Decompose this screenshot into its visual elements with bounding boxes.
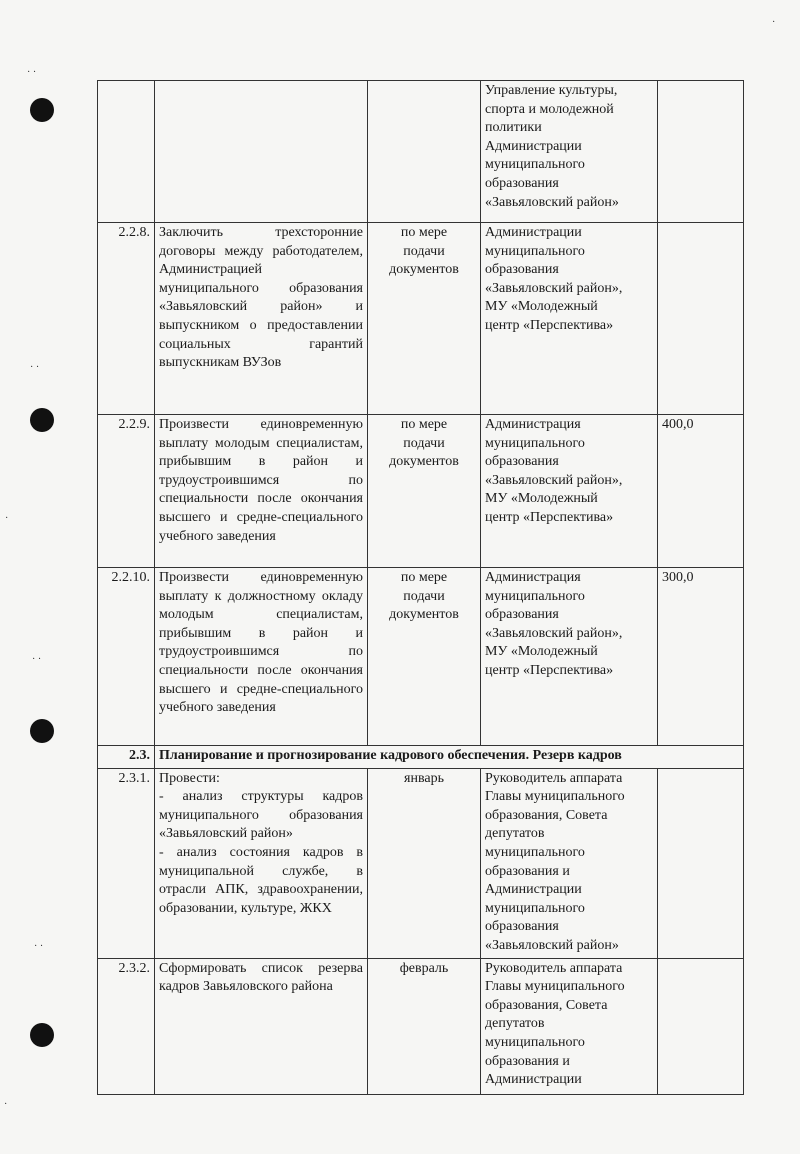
term-cell-line: документов bbox=[389, 454, 459, 470]
scan-speck: · bbox=[772, 17, 776, 28]
task-cell-line: Произвести единовременную выплату к должностному окладу молодым специалистам, прибывшим в район и трудоустроившимся по специальности после окончания высшего и средне-специального учебного заведения bbox=[159, 570, 363, 716]
responsible-cell-line: МУ «Молодежный bbox=[485, 491, 598, 507]
responsible-cell bbox=[481, 415, 658, 568]
scan-speck: · bbox=[4, 1099, 8, 1110]
scan-speck: · · bbox=[30, 362, 40, 373]
responsible-cell bbox=[481, 223, 658, 415]
term-cell-line: февраль bbox=[399, 960, 449, 976]
responsible-cell-line: центр «Перспектива» bbox=[485, 509, 614, 525]
responsible-cell-line: МУ «Молодежный bbox=[485, 644, 598, 660]
task-cell-line: Сформировать список резерва кадров Завьяловского района bbox=[159, 960, 363, 995]
funding-cell bbox=[658, 81, 744, 223]
task-cell bbox=[155, 768, 368, 958]
binder-hole-3 bbox=[30, 719, 54, 743]
binder-hole-2 bbox=[30, 408, 54, 432]
row-number: 2.2.8. bbox=[98, 223, 155, 415]
scan-speck: · · bbox=[34, 941, 44, 952]
responsible-cell-line: муниципального bbox=[485, 588, 585, 604]
funding-cell bbox=[658, 768, 744, 958]
responsible-cell-line: центр «Перспектива» bbox=[485, 662, 614, 678]
term-cell-line: по мере bbox=[400, 417, 448, 432]
responsible-cell-line: «Завьяловский район», bbox=[485, 472, 623, 488]
binder-hole-4 bbox=[30, 1023, 54, 1047]
term-cell-line: январь bbox=[404, 770, 444, 786]
task-cell-line: - анализ структуры кадров муниципального образования «Завьяловский район» bbox=[159, 789, 363, 842]
task-cell-line: Заключить трехсторонние договоры между работодателем, Администрацией муниципального образования «Завьяловский район» и выпускником о предоставлении социальных гарантий выпускникам ВУЗов bbox=[159, 225, 363, 371]
task-cell bbox=[155, 415, 368, 568]
table-row bbox=[98, 958, 744, 1094]
responsible-cell-line: образования bbox=[485, 607, 559, 623]
table-row bbox=[98, 768, 744, 958]
responsible-cell-line: муниципального bbox=[485, 157, 585, 173]
responsible-cell-line: муниципального bbox=[485, 844, 585, 860]
row-number: 2.3.2. bbox=[98, 958, 155, 1094]
responsible-cell-line: Администрации bbox=[485, 138, 582, 154]
task-cell bbox=[155, 223, 368, 415]
responsible-cell-line: депутатов bbox=[485, 826, 545, 842]
table-row bbox=[98, 223, 744, 415]
responsible-cell-line: Администрация bbox=[485, 417, 581, 432]
responsible-cell-line: муниципального bbox=[485, 435, 585, 451]
responsible-cell-line: образования bbox=[485, 262, 559, 278]
responsible-cell-line: Администрация bbox=[485, 570, 581, 585]
row-number: 2.2.9. bbox=[98, 415, 155, 568]
table-row bbox=[98, 81, 744, 223]
responsible-cell-line: спорта и молодежной bbox=[485, 101, 614, 117]
term-cell bbox=[368, 81, 481, 223]
term-cell-line: по мере bbox=[400, 225, 448, 240]
responsible-cell-line: Управление культуры, bbox=[485, 83, 618, 98]
responsible-cell-line: МУ «Молодежный bbox=[485, 299, 598, 315]
term-cell-line: по мере bbox=[400, 570, 448, 585]
responsible-cell-line: центр «Перспектива» bbox=[485, 317, 614, 333]
responsible-cell-line: образования, Совета bbox=[485, 807, 608, 823]
term-cell-line: документов bbox=[389, 607, 459, 623]
responsible-cell-line: Руководитель аппарата bbox=[485, 770, 623, 786]
term-cell bbox=[368, 223, 481, 415]
task-cell-line: - анализ состояния кадров в муниципальной службе, в отрасли АПК, здравоохранении, образовании, культуре, ЖКХ bbox=[159, 844, 363, 916]
funding-cell bbox=[658, 958, 744, 1094]
funding-cell bbox=[658, 223, 744, 415]
responsible-cell-line: Главы муниципального bbox=[485, 979, 625, 995]
responsible-cell bbox=[481, 768, 658, 958]
row-number: 2.3.1. bbox=[98, 768, 155, 958]
responsible-cell-line: «Завьяловский район», bbox=[485, 625, 623, 641]
responsible-cell-line: «Завьяловский район» bbox=[485, 194, 619, 210]
term-cell-line: подачи bbox=[403, 435, 445, 451]
task-cell bbox=[155, 81, 368, 223]
task-cell bbox=[155, 958, 368, 1094]
scan-speck: · · bbox=[27, 67, 37, 78]
task-cell bbox=[155, 568, 368, 746]
responsible-cell-line: Главы муниципального bbox=[485, 789, 625, 805]
term-cell bbox=[368, 768, 481, 958]
responsible-cell-line: образования и bbox=[485, 863, 570, 879]
scan-speck: · · bbox=[32, 654, 42, 665]
row-number: 2.2.10. bbox=[98, 568, 155, 746]
responsible-cell-line: образования bbox=[485, 919, 559, 935]
section-number: 2.3. bbox=[98, 746, 155, 769]
term-cell bbox=[368, 958, 481, 1094]
term-cell bbox=[368, 415, 481, 568]
responsible-cell-line: «Завьяловский район», bbox=[485, 280, 623, 296]
task-cell-line: Провести: bbox=[159, 770, 220, 786]
table-row bbox=[98, 568, 744, 746]
scan-speck: · bbox=[5, 513, 9, 524]
plan-table bbox=[97, 80, 744, 1095]
task-cell-line: Произвести единовременную выплату молодым специалистам, прибывшим в район и трудоустроившимся по специальности после окончания высшего и средне-специального учебного заведения bbox=[159, 417, 363, 544]
funding-cell: 300,0 bbox=[658, 568, 744, 746]
row-number bbox=[98, 81, 155, 223]
responsible-cell bbox=[481, 81, 658, 223]
section-row bbox=[98, 746, 744, 769]
responsible-cell-line: Администрации bbox=[485, 882, 582, 898]
responsible-cell-line: муниципального bbox=[485, 243, 585, 259]
term-cell-line: подачи bbox=[403, 588, 445, 604]
responsible-cell-line: образования, Совета bbox=[485, 997, 608, 1013]
responsible-cell-line: Руководитель аппарата bbox=[485, 960, 623, 976]
responsible-cell-line: «Завьяловский район» bbox=[485, 937, 619, 953]
term-cell bbox=[368, 568, 481, 746]
responsible-cell bbox=[481, 958, 658, 1094]
responsible-cell-line: политики bbox=[485, 120, 542, 136]
term-cell-line: подачи bbox=[403, 243, 445, 259]
responsible-cell-line: Администрации bbox=[485, 225, 582, 240]
responsible-cell bbox=[481, 568, 658, 746]
responsible-cell-line: образования и bbox=[485, 1053, 570, 1069]
responsible-cell-line: муниципального bbox=[485, 900, 585, 916]
funding-cell: 400,0 bbox=[658, 415, 744, 568]
binder-hole-1 bbox=[30, 98, 54, 122]
section-title: Планирование и прогнозирование кадрового обеспечения. Резерв кадров bbox=[155, 746, 744, 769]
responsible-cell-line: образования bbox=[485, 175, 559, 191]
responsible-cell-line: образования bbox=[485, 454, 559, 470]
responsible-cell-line: депутатов bbox=[485, 1016, 545, 1032]
responsible-cell-line: Администрации bbox=[485, 1072, 582, 1088]
responsible-cell-line: муниципального bbox=[485, 1034, 585, 1050]
table-row bbox=[98, 415, 744, 568]
term-cell-line: документов bbox=[389, 262, 459, 278]
